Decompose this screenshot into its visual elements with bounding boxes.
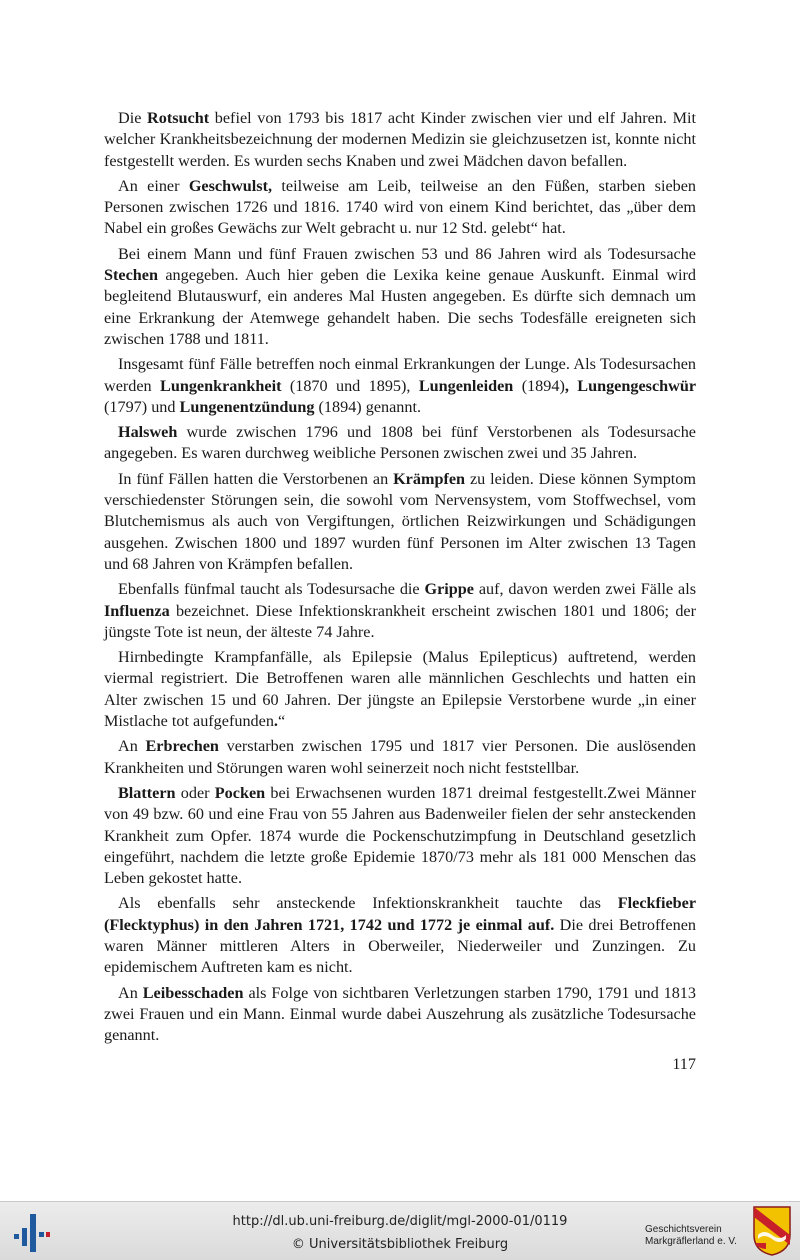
society-name-line1: Geschichtsverein <box>645 1224 722 1235</box>
text-run: Insgesamt fünf Fälle betreffen noch einmal Erkrankungen der Lunge. Als Todesursachen werden <box>104 355 696 395</box>
text-run: (1870 und 1895), <box>281 376 419 395</box>
text-run: Hirnbedingte Krampfanfälle, als Epilepsie (Malus Epilepticus) auftretend, werden viermal registriert. Die Betroffenen waren alle männlichen Geschlechts und hatten ein Alter zwischen 15 und 60 Jahren. Der jüngste an Epilepsie Verstorbene wurde „in einer Mistlache tot aufgefunden <box>104 648 696 731</box>
ub-freiburg-logo-icon[interactable] <box>12 1210 52 1254</box>
text-run: An <box>118 983 143 1002</box>
page-number: 117 <box>672 1055 696 1073</box>
text-run: An einer <box>118 176 189 195</box>
paragraph <box>104 579 696 643</box>
paragraph <box>104 647 696 732</box>
paragraph <box>104 354 696 418</box>
text-run: “ <box>277 712 286 731</box>
paragraph <box>104 244 696 350</box>
body-text <box>104 108 696 1050</box>
bold-term: Halsweh <box>118 423 178 442</box>
bold-term: Leibesschaden <box>142 983 244 1002</box>
bold-term: . <box>273 712 278 731</box>
text-run: teilweise am Leib, teilweise an den Füßen, starben sieben Personen zwischen 1726 und 1816. 1740 wird von einem Kind berichtet, das „über dem Nabel ein großes Gewächs zur Welt gebracht u. nur 12 Std. gelebt“ hat. <box>104 176 696 238</box>
bold-term: Rotsucht <box>147 109 210 127</box>
paragraph <box>104 422 696 465</box>
bold-term: Erbrechen <box>145 737 219 756</box>
footer-url-link[interactable]: http://dl.ub.uni-freiburg.de/diglit/mgl-2000-01/0119 <box>232 1214 568 1229</box>
bold-term: Lungenleiden <box>418 376 514 395</box>
text-run: In fünf Fällen hatten die Verstorbenen an <box>118 469 394 488</box>
bold-term: Grippe <box>424 580 474 599</box>
text-run: wurde zwischen 1796 und 1808 bei fünf Verstorbenen als Todesursache angegeben. Es waren durchweg weibliche Personen zwischen zwei und 35 Jahren. <box>104 423 696 463</box>
society-crest-icon <box>752 1205 792 1257</box>
text-run: zu leiden. Diese können Symptom verschiedenster Störungen sein, die sowohl vom Nervensystem, vom Stoffwechsel, vom Blutchemismus als auch von Vergiftungen, örtlichen Reizwirkungen und Schädigungen ausgehen. Zwischen 1800 und 1897 wurden fünf Personen im Alter zwischen 13 Tagen und 68 Jahren von Krämpfen befallen. <box>104 469 696 573</box>
bold-term: , Lungengeschwür <box>564 376 697 395</box>
bold-term: Lungenkrankheit <box>160 376 282 395</box>
text-run: Die drei Betroffenen waren Männer mittleren Alters in Oberweiler, Niederweiler und Zunzingen. Zu epidemischem Auftreten kam es nicht. <box>104 915 696 977</box>
paragraph <box>104 108 696 172</box>
footer-bar <box>0 1201 800 1260</box>
bold-term: Influenza <box>104 601 170 620</box>
text-run: Die <box>118 109 148 127</box>
text-run: bezeichnet. Diese Infektionskrankheit erscheint zwischen 1801 und 1806; der jüngste Tote ist neun, der älteste 74 Jahre. <box>104 601 696 641</box>
text-run: als Folge von sichtbaren Verletzungen starben 1790, 1791 und 1813 zwei Frauen und ein Mann. Einmal wurde dabei Auszehrung als zusätzliche Todesursache genannt. <box>104 983 696 1045</box>
text-run: An <box>118 737 146 756</box>
paragraph <box>104 783 696 889</box>
text-run: (1894) genannt. <box>314 397 422 416</box>
bold-term: Blattern <box>118 783 176 802</box>
bold-term: Krämpfen <box>393 469 466 488</box>
bold-term: Fleckfieber (Flecktyphus) in den Jahren 1721, 1742 und 1772 je einmal auf. <box>104 894 696 934</box>
paragraph <box>104 736 696 779</box>
text-run: Bei einem Mann und fünf Frauen zwischen 53 und 86 Jahren wird als Todesursache <box>118 244 696 263</box>
text-run: auf, davon werden zwei Fälle als <box>473 580 696 599</box>
society-name-line2: Markgräflerland e. V. <box>645 1236 737 1247</box>
bold-term: Geschwulst, <box>188 176 273 195</box>
paragraph <box>104 176 696 240</box>
text-run: bei Erwachsenen wurden 1871 dreimal festgestellt.Zwei Männer von 49 bzw. 60 und eine Frau von 55 Jahren aus Badenweiler fielen der sehr ansteckenden Krankheit zum Opfer. 1874 wurde die Pockenschutzimpfung in Deutschland gesetzlich eingeführt, nachdem die letzte große Epidemie 1870/73 mehr als 181 000 Menschen das Leben gekostet hatte. <box>104 783 697 888</box>
society-name <box>645 1224 755 1248</box>
bold-term: Lungenentzündung <box>179 397 315 416</box>
paragraph <box>104 983 696 1047</box>
bold-term: Pocken <box>214 783 266 802</box>
text-run: angegeben. Auch hier geben die Lexika keine genaue Auskunft. Einmal wird begleitend Blutauswurf, ein anderes Mal Husten angegeben. Es dürfte sich demnach um eine Erkrankung der Atemwege gehandelt haben. Die sechs Todesfälle ereigneten sich zwischen 1788 und 1811. <box>104 266 696 348</box>
text-run: oder <box>175 783 215 802</box>
text-run: befiel von 1793 bis 1817 acht Kinder zwischen vier und elf Jahren. Mit welcher Krankheitsbezeichnung der modernen Medizin sie gleichzusetzen ist, konnte nicht festgestellt werden. Es wurden sechs Knaben und zwei Mädchen davon befallen. <box>104 109 696 170</box>
bold-term: Stechen <box>104 266 158 285</box>
text-run: Ebenfalls fünfmal taucht als Todesursache die <box>118 580 425 599</box>
paragraph <box>104 469 696 575</box>
text-run: Als ebenfalls sehr ansteckende Infektionskrankheit tauchte das <box>118 894 618 913</box>
text-run: (1894) <box>513 376 565 395</box>
paragraph <box>104 893 696 978</box>
footer-copyright: © Universitätsbibliothek Freiburg <box>291 1237 509 1252</box>
text-run: verstarben zwischen 1795 und 1817 vier Personen. Die auslösenden Krankheiten und Störungen waren wohl seinerzeit noch nicht feststellbar. <box>104 737 696 777</box>
text-run: (1797) und <box>104 397 180 416</box>
